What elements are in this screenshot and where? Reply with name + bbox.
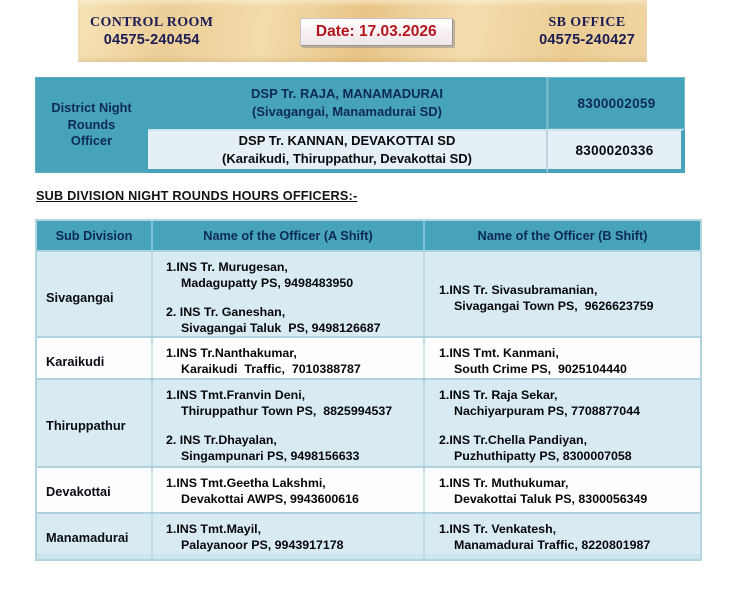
officer-station: South Crime PS, 9025104440 xyxy=(454,362,627,377)
officer-jurisdiction: (Sivagangai, Manamadurai SD) xyxy=(252,104,442,119)
sub-division-cell: Sivagangai xyxy=(46,290,114,306)
officer-name: 1.INS Tr. Raja Sekar, xyxy=(439,388,558,402)
row-header-line: Rounds xyxy=(67,116,116,132)
officer-name: 2. INS Tr.Dhayalan, xyxy=(166,433,277,448)
officer-name: 1.INS Tmt.Mayil, xyxy=(166,522,262,536)
officer-name: 1.INS Tr. Venkatesh, xyxy=(439,522,557,536)
officer-entry xyxy=(439,475,692,507)
officer-name: 1.INS Tr. Murugesan, xyxy=(166,260,288,274)
officer-entry xyxy=(439,432,692,464)
officer-entry xyxy=(439,521,692,553)
officer-station: Singampunari PS, 9498156633 xyxy=(181,449,360,464)
column-header-sub-division: Sub Division xyxy=(55,228,133,243)
sub-division-cell: Thiruppathur xyxy=(46,418,126,434)
officer-name: 2. INS Tr. Ganeshan, xyxy=(166,305,286,320)
officer-station: Thiruppathur Town PS, 8825994537 xyxy=(181,404,393,419)
row-header-line: Officer xyxy=(70,133,113,149)
officer-name: 1.INS Tr. Sivasubramanian, xyxy=(439,282,598,297)
a-shift-cell xyxy=(151,380,423,472)
officer-station: Palayanoor PS, 9943917178 xyxy=(181,538,344,553)
officer-station: Madagupatty PS, 9498483950 xyxy=(181,276,354,291)
b-shift-cell xyxy=(423,380,700,472)
officer-name: DSP Tr. RAJA, MANAMADURAI xyxy=(251,85,443,101)
table-row xyxy=(37,466,700,512)
sub-division-table xyxy=(35,219,702,561)
officer-entry xyxy=(439,345,692,377)
district-officer-phone-cell: 8300002059 xyxy=(548,77,685,129)
officer-entry xyxy=(166,304,415,336)
a-shift-cell xyxy=(151,252,423,344)
sb-office-phone: 04575-240427 xyxy=(539,31,635,48)
column-header-a-shift: Name of the Officer (A Shift) xyxy=(151,221,423,250)
officer-station: Sivagangai Taluk PS, 9498126687 xyxy=(181,321,381,336)
officer-station: Manamadurai Traffic, 8220801987 xyxy=(454,538,651,553)
header-band xyxy=(78,0,647,62)
a-shift-cell xyxy=(151,468,423,514)
officer-name: 1.INS Tmt. Kanmani, xyxy=(439,346,559,360)
table-row xyxy=(37,336,700,378)
officer-station: Devakottai AWPS, 9943600616 xyxy=(181,492,359,507)
officer-station: Sivagangai Town PS, 9626623759 xyxy=(454,298,654,313)
officer-entry xyxy=(166,521,415,553)
column-header-b-shift: Name of the Officer (B Shift) xyxy=(423,221,700,250)
b-shift-cell xyxy=(423,468,700,514)
row-header-line: District Night xyxy=(51,100,132,116)
sub-division-cell: Devakottai xyxy=(46,483,111,499)
officer-name: 1.INS Tr. Muthukumar, xyxy=(439,476,569,490)
table-header-row xyxy=(37,221,700,250)
officer-entry xyxy=(166,259,415,291)
officer-name: 1.INS Tr.Nanthakumar, xyxy=(166,346,297,360)
b-shift-cell xyxy=(423,252,700,344)
officer-station: Puzhuthipatty PS, 8300007058 xyxy=(454,449,632,464)
district-officer-name-cell xyxy=(148,77,548,129)
sb-office-label: SB OFFICE xyxy=(548,14,626,30)
district-officer-phone-cell: 8300020336 xyxy=(548,129,685,173)
a-shift-cell xyxy=(151,514,423,560)
sub-division-cell: Manamadurai xyxy=(46,529,129,545)
sb-office-contact xyxy=(539,15,635,48)
officer-entry xyxy=(166,475,415,507)
b-shift-cell xyxy=(423,338,700,384)
officer-name: DSP Tr. KANNAN, DEVAKOTTAI SD xyxy=(238,132,456,148)
b-shift-cell xyxy=(423,514,700,560)
officer-entry xyxy=(166,387,415,419)
table-row xyxy=(37,512,700,554)
officer-entry xyxy=(439,282,692,314)
control-room-phone: 04575-240454 xyxy=(103,31,200,48)
section-title: SUB DIVISION NIGHT ROUNDS HOURS OFFICERS:- xyxy=(36,189,358,203)
officer-entry xyxy=(439,387,692,419)
table-row xyxy=(37,250,700,336)
officer-name: 1.INS Tmt.Geetha Lakshmi, xyxy=(166,476,326,490)
date-box: Date: 17.03.2026 xyxy=(300,18,453,46)
officer-station: Karaikudi Traffic, 7010388787 xyxy=(181,362,361,377)
table-row xyxy=(37,378,700,466)
officer-entry xyxy=(166,432,415,464)
officer-name: 1.INS Tmt.Franvin Deni, xyxy=(166,388,306,402)
sub-division-cell: Karaikudi xyxy=(46,353,105,369)
officer-name: 2.INS Tr.Chella Pandiyan, xyxy=(439,433,588,448)
a-shift-cell xyxy=(151,338,423,384)
officer-station: Devakottai Taluk PS, 8300056349 xyxy=(454,492,648,507)
control-room-contact xyxy=(90,15,213,48)
control-room-label: CONTROL ROOM xyxy=(90,14,214,30)
officer-station: Nachiyarpuram PS, 7708877044 xyxy=(454,404,640,419)
officer-jurisdiction: (Karaikudi, Thiruppathur, Devakottai SD) xyxy=(222,151,472,166)
officer-entry xyxy=(166,345,415,377)
district-officer-name-cell xyxy=(148,129,548,173)
district-table-row-header xyxy=(35,77,148,173)
district-night-rounds-table xyxy=(35,77,685,173)
